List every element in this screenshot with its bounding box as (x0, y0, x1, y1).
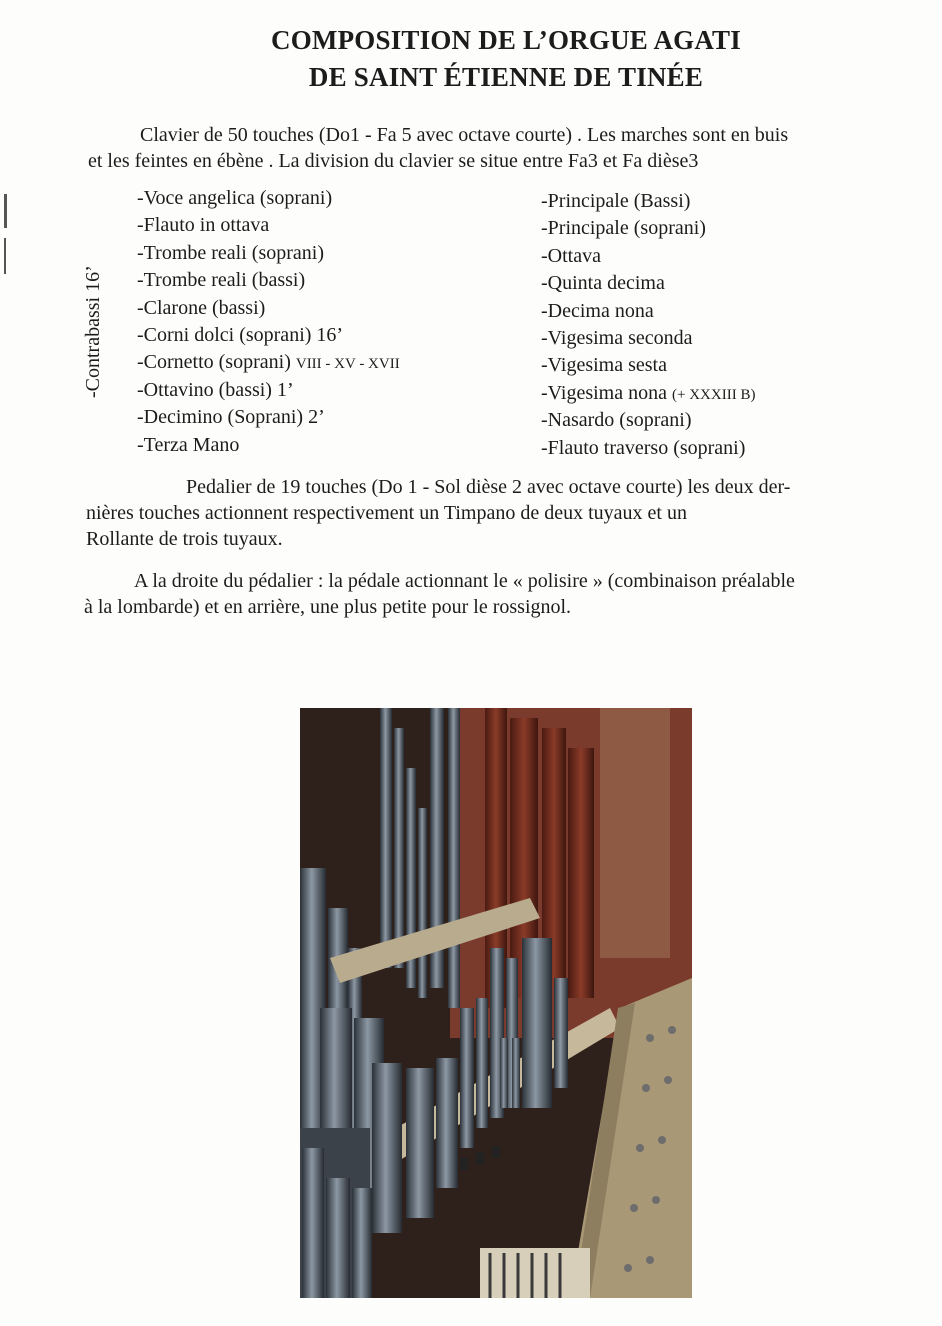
keyboard-paragraph-line-1: Clavier de 50 touches (Do1 - Fa 5 avec octave courte) . Les marches sont en buis (140, 124, 789, 146)
stop-item: -Nasardo (soprani) (541, 409, 692, 432)
polisire-paragraph-line-1: A la droite du pédalier : la pédale actionnant le « polisire » (combinaison préalable (134, 570, 795, 592)
stop-item: -Voce angelica (soprani) (137, 187, 333, 209)
title-line-2: DE SAINT ÉTIENNE DE TINÉE (308, 62, 704, 92)
stop-item: -Principale (soprani) (541, 217, 706, 240)
stop-item: -Principale (Bassi) (541, 190, 691, 212)
stop-item: -Ottava (541, 244, 601, 267)
stop-item: -Cornetto (soprani) VIII - XV - XVII (137, 351, 400, 374)
margin-mark-upper (4, 194, 7, 228)
stops-list-left (137, 185, 400, 459)
stop-note: (+ XXXIII B) (672, 386, 756, 403)
stop-item: -Vigesima sesta (541, 354, 667, 377)
stop-item: -Trombe reali (bassi) (137, 269, 306, 292)
stop-note: VIII - XV - XVII (295, 356, 400, 373)
stop-item: -Corni dolci (soprani) 16’ (137, 323, 344, 346)
organ-pipes-photo (300, 708, 692, 1298)
stop-item: -Trombe reali (soprani) (137, 241, 324, 264)
pedal-paragraph-line-2: nières touches actionnent respectivement un Timpano de deux tuyaux et un (86, 502, 687, 524)
stop-item: -Decima nona (541, 299, 654, 322)
pedal-paragraph-line-3: Rollante de trois tuyaux. (86, 528, 283, 550)
pedal-paragraph-line-1: Pedalier de 19 touches (Do 1 - Sol dièse 2 avec octave courte) les deux der- (186, 476, 791, 498)
stop-item: -Vigesima nona (+ XXXIII B) (541, 381, 756, 404)
stop-item: -Terza Mano (137, 433, 240, 456)
stop-item: -Quinta decima (541, 272, 665, 295)
pedal-paragraph (86, 474, 906, 552)
stop-item: -Flauto traverso (soprani) (541, 436, 746, 459)
keyboard-paragraph-line-2: et les feintes en ébène . La division du clavier se situe entre Fa3 et Fa dièse3 (88, 150, 699, 172)
stop-item: -Ottavino (bassi) 1’ (137, 378, 294, 401)
stop-item: -Decimino (Soprani) 2’ (137, 406, 325, 429)
stop-item: -Flauto in ottava (137, 214, 270, 237)
stop-item: -Clarone (bassi) (137, 296, 266, 319)
margin-mark-lower (4, 238, 6, 274)
polisire-paragraph-line-2: à la lombarde) et en arrière, une plus petite pour le rossignol. (84, 596, 572, 618)
contrabassi-vertical-label: -Contrabassi 16’ (82, 265, 104, 398)
keyboard-paragraph (88, 122, 908, 174)
stop-item: -Vigesima seconda (541, 326, 693, 349)
page-title (200, 22, 812, 96)
polisire-paragraph (84, 568, 924, 620)
title-line-1: COMPOSITION DE L’ORGUE AGATI (271, 25, 741, 55)
organ-pipes-illustration (300, 708, 692, 1298)
stops-list-right (541, 188, 755, 462)
